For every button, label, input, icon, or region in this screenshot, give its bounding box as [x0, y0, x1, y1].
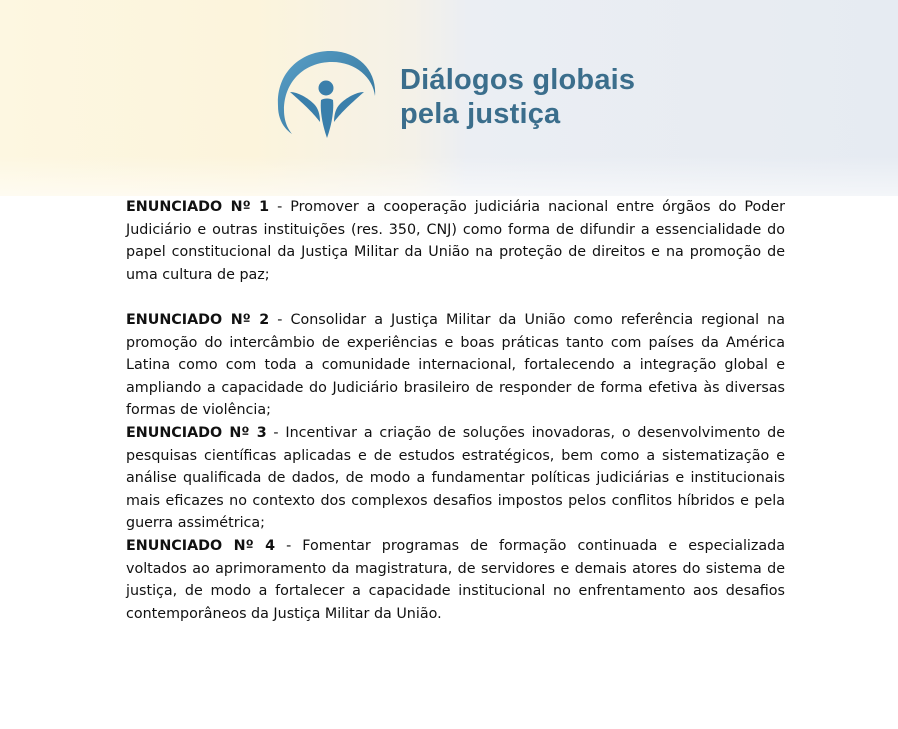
logo-line-1: Diálogos globais [400, 64, 636, 96]
logo-line-2: pela justiça [400, 98, 561, 130]
enunciado-label: ENUNCIADO Nº 3 [126, 424, 267, 441]
enunciado-text: - Consolidar a Justiça Militar da União como referência regional na promoção do intercâmbio de experiências e boas práticas tanto com países da América Latina como com toda a comunidade internacional, fortalecendo a integração global e ampliando a capacidade do Judiciário brasileiro de responder de forma efetiva às diversas formas de violência; [126, 311, 786, 419]
enunciado-label: ENUNCIADO Nº 4 [126, 537, 276, 554]
enunciado-4 [126, 535, 785, 625]
enunciado-text: - Promover a cooperação judiciária nacional entre órgãos do Poder Judiciário e outras instituições (res. 350, CNJ) como forma de difundir a essencialidade do papel constitucional da Justiça Militar da União na proteção de direitos e na promoção de uma cultura de paz; [126, 199, 785, 283]
logo-text [400, 63, 635, 131]
enunciado-3 [126, 422, 785, 535]
enunciado-text: - Incentivar a criação de soluções inovadoras, o desenvolvimento de pesquisas científicas aplicadas e de estudos estratégicos, bem como a sistematização e análise qualificada de dados, de modo a fundamentar políticas judiciárias e institucionais mais eficazes no contexto dos complexos desafios impostos pelos conflitos híbridos e pela guerra assimétrica; [126, 424, 785, 532]
enunciado-text: - Fomentar programas de formação continuada e especializada voltados ao aprimoramento da magistratura, de servidores e demais atores do sistema de justiça, de modo a fortalecer a capacidade institucional no enfrentamento aos desafios contemporâneos da Justiça Militar da União. [126, 537, 785, 622]
document-body [126, 196, 785, 625]
enunciado-label: ENUNCIADO Nº 2 [126, 311, 270, 328]
enunciado-2 [126, 309, 785, 422]
logo-icon [274, 48, 378, 142]
enunciado-label: ENUNCIADO Nº 1 [126, 199, 270, 215]
enunciado-1 [126, 196, 785, 286]
